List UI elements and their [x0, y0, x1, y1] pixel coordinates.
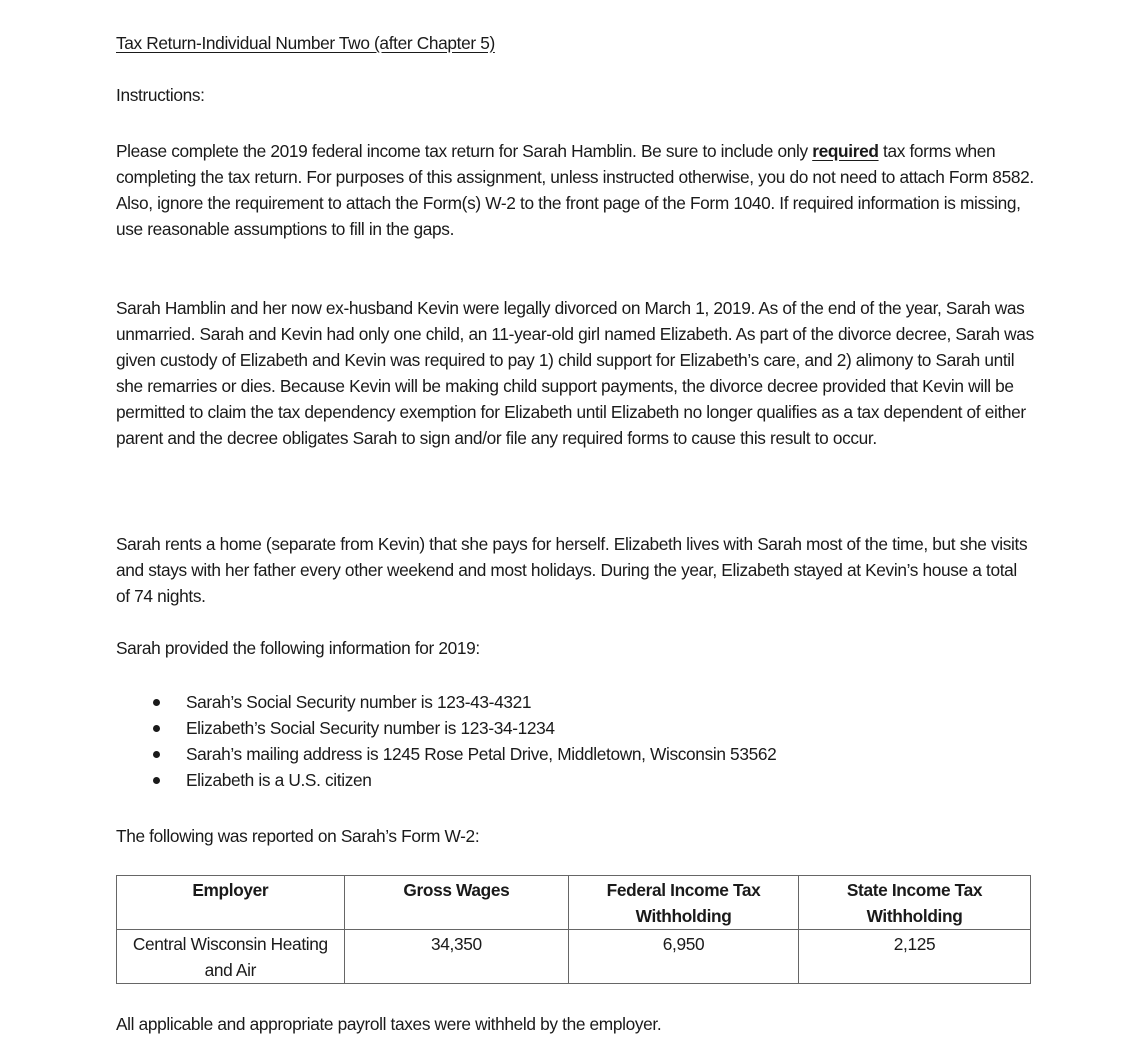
- w2-intro-paragraph: The following was reported on Sarah’s Form W-2:: [116, 826, 480, 846]
- required-emphasis: required: [812, 141, 879, 161]
- bullet-icon: [153, 725, 160, 732]
- instructions-paragraph: [116, 138, 1034, 242]
- bullet-icon: [153, 699, 160, 706]
- info-intro-paragraph: Sarah provided the following information for 2019:: [116, 638, 480, 658]
- bullet-text: Sarah’s mailing address is 1245 Rose Petal Drive, Middletown, Wisconsin 53562: [186, 744, 777, 764]
- w2-table: [116, 875, 1031, 984]
- list-item: [116, 741, 776, 767]
- header-state-withholding: State Income Tax Withholding: [799, 876, 1031, 930]
- payroll-note-paragraph: All applicable and appropriate payroll taxes were withheld by the employer.: [116, 1014, 662, 1034]
- header-employer: Employer: [117, 876, 345, 930]
- bullet-icon: [153, 751, 160, 758]
- cell-federal-withholding: 6,950: [569, 930, 799, 984]
- instructions-text-after: tax forms when completing the tax return. For purposes of this assignment, unless instructed otherwise, you do not need to attach Form 8582. Also, ignore the requirement to attach the Form(s) W-2 to the front page of the Form 1040. If required information is missing, use reasonable assumptions to fill in the gaps.: [116, 141, 1034, 239]
- list-item: [116, 689, 776, 715]
- document-title: Tax Return-Individual Number Two (after Chapter 5): [116, 33, 495, 53]
- bullet-text: Sarah’s Social Security number is 123-43-4321: [186, 692, 532, 712]
- bullet-text: Elizabeth is a U.S. citizen: [186, 770, 372, 790]
- table-header-row: [117, 876, 1031, 930]
- table-row: [117, 930, 1031, 984]
- bullet-text: Elizabeth’s Social Security number is 123-34-1234: [186, 718, 555, 738]
- list-item: [116, 715, 776, 741]
- header-federal-withholding: Federal Income Tax Withholding: [569, 876, 799, 930]
- instructions-heading: Instructions:: [116, 85, 205, 105]
- instructions-text-before: Please complete the 2019 federal income tax return for Sarah Hamblin. Be sure to include only: [116, 141, 813, 161]
- cell-employer: Central Wisconsin Heating and Air: [117, 930, 345, 984]
- divorce-paragraph: Sarah Hamblin and her now ex-husband Kevin were legally divorced on March 1, 2019. As of the end of the year, Sarah was unmarried. Sarah and Kevin had only one child, an 11-year-old girl named Elizabeth. As part of the divorce decree, Sarah was given custody of Elizabeth and Kevin was required to pay 1) child support for Elizabeth’s care, and 2) alimony to Sarah until she remarries or dies. Because Kevin will be making child support payments, the divorce decree provided that Kevin will be permitted to claim the tax dependency exemption for Elizabeth until Elizabeth no longer qualifies as a tax dependent of either parent and the decree obligates Sarah to sign and/or file any required forms to cause this result to occur.: [116, 298, 1034, 448]
- info-bullet-list: [116, 689, 776, 793]
- bullet-icon: [153, 777, 160, 784]
- residence-paragraph: Sarah rents a home (separate from Kevin) that she pays for herself. Elizabeth lives with Sarah most of the time, but she visits and stays with her father every other weekend and most holidays. During the year, Elizabeth stayed at Kevin’s house a total of 74 nights.: [116, 534, 1028, 606]
- header-gross-wages: Gross Wages: [344, 876, 568, 930]
- cell-state-withholding: 2,125: [799, 930, 1031, 984]
- cell-gross-wages: 34,350: [344, 930, 568, 984]
- list-item: [116, 767, 776, 793]
